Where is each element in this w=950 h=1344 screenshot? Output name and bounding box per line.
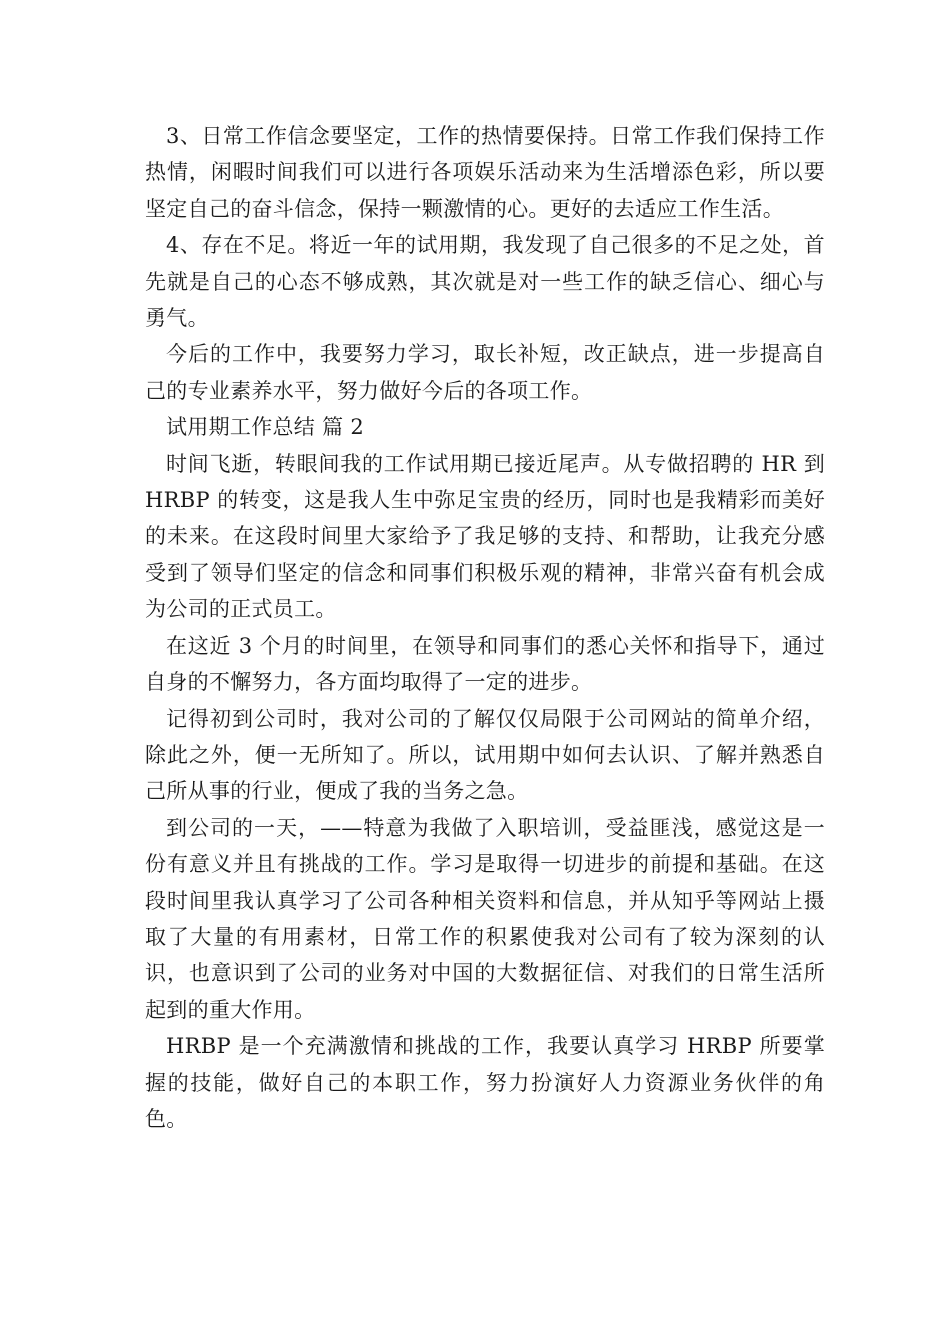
paragraph-future-work: 今后的工作中，我要努力学习，取长补短，改正缺点，进一步提高自己的专业素养水平，努力做好今后的各项工作。 xyxy=(145,342,825,403)
paragraph-intro: 时间飞逝，转眼间我的工作试用期已接近尾声。从专做招聘的 HR 到 HRBP 的转变，这是我人生中弥足宝贵的经历，同时也是我精彩而美好的未来。在这段时间里大家给予了我足够的支持、和帮助，让我充分感受到了领导们坚定的信念和同事们积极乐观的精神，非常兴奋有机会成为公司的正式员工。 xyxy=(145,451,825,622)
paragraph-first-arrival: 记得初到公司时，我对公司的了解仅仅局限于公司网站的简单介绍，除此之外，便一无所知了。所以，试用期中如何去认识、了解并熟悉自己所从事的行业，便成了我的当务之急。 xyxy=(145,706,825,804)
section-heading: 试用期工作总结 篇 2 xyxy=(166,415,365,440)
paragraph-hrbp: HRBP 是一个充满激情和挑战的工作，我要认真学习 HRBP 所要掌握的技能，做好自己的本职工作，努力扮演好人力资源业务伙伴的角色。 xyxy=(145,1034,825,1131)
paragraph-point-3: 3、日常工作信念要坚定，工作的热情要保持。日常工作我们保持工作热情，闲暇时间我们可以进行各项娱乐活动来为生活增添色彩，所以要坚定自己的奋斗信念，保持一颗激情的心。更好的去适应工作生活。 xyxy=(145,124,825,221)
paragraph-training: 到公司的一天，——特意为我做了入职培训，受益匪浅，感觉这是一份有意义并且有挑战的工作。学习是取得一切进步的前提和基础。在这段时间里我认真学习了公司各种相关资料和信息，并从知乎等网站上摄取了大量的有用素材，日常工作的积累使我对公司有了较为深刻的认识，也意识到了公司的业务对中国的大数据征信、对我们的日常生活所起到的重大作用。 xyxy=(145,815,825,1022)
paragraph-three-months: 在这近 3 个月的时间里，在领导和同事们的悉心关怀和指导下，通过自身的不懈努力，各方面均取得了一定的进步。 xyxy=(145,633,825,695)
document-body xyxy=(145,118,825,1137)
paragraph-point-4: 4、存在不足。将近一年的试用期，我发现了自己很多的不足之处，首先就是自己的心态不够成熟，其次就是对一些工作的缺乏信心、细心与勇气。 xyxy=(145,233,825,331)
